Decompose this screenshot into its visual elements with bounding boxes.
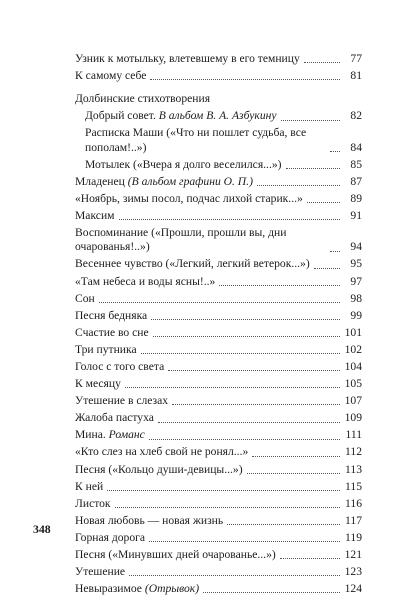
dot-leader <box>115 507 340 508</box>
toc-entry-title <box>75 175 253 189</box>
toc-entry <box>75 514 362 528</box>
toc-entry-title <box>75 69 146 83</box>
toc-entry <box>75 226 362 254</box>
toc-entry <box>75 565 362 579</box>
toc-entry-title <box>75 343 137 357</box>
toc-entry-title-text: «Кто слез на хлеб свой не ронял...» <box>75 445 249 459</box>
toc-entry-title <box>75 326 149 340</box>
toc-entry-page: 121 <box>344 548 362 562</box>
dot-leader <box>307 202 340 203</box>
toc-entry-title <box>75 428 145 442</box>
toc-entry-title-text: Утешение в слезах <box>75 394 169 408</box>
toc-entry <box>75 257 362 271</box>
toc-entry-title-text: К самому себе <box>75 69 147 83</box>
toc-entry-title-text: Песня («Минувших дней очарованье...») <box>75 548 276 562</box>
toc-entry-page: 91 <box>350 209 362 223</box>
toc-entry-title-text: Максим <box>75 209 115 223</box>
toc-entry-page: 101 <box>344 325 362 339</box>
toc-entry-title <box>75 377 121 391</box>
toc-entry-title-text: Новая любовь — новая жизнь <box>75 513 224 527</box>
toc-entry-title-text: Сон <box>75 291 95 305</box>
toc-entry-title <box>75 548 276 562</box>
dot-leader <box>280 558 340 559</box>
toc-entry <box>75 175 362 189</box>
toc-entry-title-text: «Там небеса и воды ясны!..» <box>75 274 216 288</box>
dot-leader <box>149 541 340 542</box>
toc-entry-title <box>75 394 168 408</box>
toc-entry <box>75 377 362 391</box>
dot-leader <box>304 62 340 63</box>
toc-entry-title <box>75 360 164 374</box>
toc-entry-title <box>75 52 300 66</box>
toc-entry-page: 82 <box>350 109 362 123</box>
dot-leader <box>330 251 340 252</box>
toc-entry-italic-text: (В альбом графини О. П.) <box>127 174 253 188</box>
toc-entry-title <box>75 514 223 528</box>
table-of-contents <box>75 52 362 599</box>
dot-leader <box>150 79 340 80</box>
toc-entry-page: 124 <box>344 582 362 596</box>
toc-entry-title-text: Расписка Маши («Что ни пошлет судьба, все пополам!..») <box>85 126 307 154</box>
toc-entry-title <box>75 411 154 425</box>
toc-entry-title-text: Утешение <box>75 565 126 579</box>
toc-entry <box>75 275 362 289</box>
dot-leader <box>141 353 340 354</box>
toc-entry-title-text: Воспоминание («Прошли, прошли вы, дни очарованья!..») <box>75 226 287 254</box>
dot-leader <box>125 387 340 388</box>
toc-entry-title <box>75 192 303 206</box>
dot-leader <box>330 151 340 152</box>
toc-entry <box>75 531 362 545</box>
toc-entry-title-text: Три путника <box>75 342 137 356</box>
toc-entry <box>75 309 362 323</box>
toc-entry-title <box>75 209 115 223</box>
toc-entry-italic-text: В альбом В. А. Азбукину <box>158 109 277 123</box>
toc-entry <box>75 394 362 408</box>
toc-entry-title <box>75 463 243 477</box>
dot-leader <box>281 120 340 121</box>
toc-entry-title <box>75 480 103 494</box>
toc-entry-italic-text: (Отрывок) <box>144 582 200 596</box>
dot-leader <box>172 404 340 405</box>
toc-entry-title-text: Песня («Кольцо души-девицы...») <box>75 462 243 476</box>
toc-entry <box>75 192 362 206</box>
dot-leader <box>151 319 340 320</box>
toc-entry-title-text: Песня бедняка <box>75 308 148 322</box>
dot-leader <box>119 219 341 220</box>
toc-entry-page: 84 <box>350 140 362 154</box>
toc-entry-title-text: Листок <box>75 496 111 510</box>
toc-entry <box>75 126 362 154</box>
toc-entry-italic-text: Романс <box>108 428 145 442</box>
toc-entry-page: 98 <box>350 291 362 305</box>
toc-entry <box>75 343 362 357</box>
toc-entry-title-text: «Ноябрь, зимы посол, подчас лихой старик...» <box>75 191 303 205</box>
dot-leader <box>153 336 340 337</box>
toc-entry-title-text: Жалоба пастуха <box>75 411 154 425</box>
toc-entry-title <box>75 275 215 289</box>
toc-entry-title-text: Голос с того света <box>75 360 165 374</box>
toc-entry-title <box>75 226 326 254</box>
toc-entry-page: 81 <box>350 69 362 83</box>
toc-entry-page: 77 <box>350 52 362 65</box>
toc-entry-title-text: Узник к мотыльку, влетевшему в его темницу <box>75 52 300 65</box>
toc-entry <box>75 326 362 340</box>
toc-entry-page: 111 <box>345 428 362 442</box>
dot-leader <box>257 185 340 186</box>
toc-entry-page: 109 <box>344 411 362 425</box>
toc-entry-page: 104 <box>344 360 362 374</box>
toc-entry-title <box>85 109 277 123</box>
toc-section-heading: Долбинские стихотворения <box>75 92 211 106</box>
toc-entry <box>75 69 362 83</box>
dot-leader <box>219 285 340 286</box>
toc-entry-title <box>75 497 111 511</box>
toc-entry-title-text: Горная дорога <box>75 530 146 544</box>
toc-entry-page: 107 <box>344 394 362 408</box>
toc-entry-title <box>75 292 95 306</box>
toc-entry-page: 113 <box>345 462 362 476</box>
toc-entry-title-text: Младенец <box>75 174 128 188</box>
toc-entry-title-text: К ней <box>75 479 104 493</box>
toc-entry <box>75 158 362 172</box>
toc-entry-title <box>85 126 326 154</box>
dot-leader <box>168 370 340 371</box>
toc-entry <box>75 209 362 223</box>
dot-leader <box>107 490 340 491</box>
toc-entry-page: 95 <box>350 257 362 271</box>
toc-entry-page: 105 <box>344 377 362 391</box>
toc-entry-page: 99 <box>350 308 362 322</box>
toc-entry-title <box>75 445 248 459</box>
toc-entry <box>75 411 362 425</box>
toc-entry-title-text: Добрый совет. <box>85 109 159 123</box>
dot-leader <box>227 524 340 525</box>
toc-entry <box>75 52 362 66</box>
toc-entry-page: 117 <box>345 513 362 527</box>
toc-entry-page: 119 <box>345 530 362 544</box>
toc-entry-page: 85 <box>350 157 362 171</box>
dot-leader <box>247 473 340 474</box>
toc-entry-page: 89 <box>350 191 362 205</box>
dot-leader <box>252 456 340 457</box>
toc-entry-page: 123 <box>344 565 362 579</box>
toc-entry-title <box>75 531 145 545</box>
toc-entry-page: 102 <box>344 342 362 356</box>
toc-entry-page: 112 <box>345 445 362 459</box>
toc-entry-title-text: К месяцу <box>75 377 121 391</box>
toc-entry-page: 116 <box>345 496 362 510</box>
toc-entry <box>75 582 362 596</box>
toc-entry-title-text: Мотылек («Вчера я долго веселился...») <box>85 157 282 171</box>
toc-entry-page: 115 <box>345 479 362 493</box>
dot-leader <box>149 439 340 440</box>
dot-leader <box>99 302 340 303</box>
dot-leader <box>286 168 340 169</box>
toc-entry <box>75 463 362 477</box>
dot-leader <box>314 268 340 269</box>
toc-entry-title <box>85 158 282 172</box>
toc-entry-title-text: Невыразимое <box>75 582 145 596</box>
toc-entry-title-text: Мина. <box>75 428 109 442</box>
toc-entry-page: 97 <box>350 274 362 288</box>
toc-entry-title-text: Счастие во сне <box>75 325 149 339</box>
dot-leader <box>158 422 340 423</box>
toc-entry <box>75 109 362 123</box>
toc-entry <box>75 292 362 306</box>
toc-entry <box>75 445 362 459</box>
dot-leader <box>129 575 340 576</box>
toc-entry <box>75 480 362 494</box>
page-number: 348 <box>33 522 51 536</box>
toc-entry <box>75 497 362 511</box>
toc-entry-title <box>75 565 125 579</box>
toc-entry-title <box>75 257 310 271</box>
toc-entry-page: 87 <box>350 174 362 188</box>
dot-leader <box>203 592 340 593</box>
toc-entry <box>75 428 362 442</box>
toc-entry-title <box>75 309 147 323</box>
toc-entry-page: 94 <box>350 240 362 254</box>
toc-entry-title <box>75 582 199 596</box>
toc-entry <box>75 548 362 562</box>
toc-entry <box>75 360 362 374</box>
toc-entry-title-text: Весеннее чувство («Легкий, легкий ветерок...») <box>75 257 310 271</box>
